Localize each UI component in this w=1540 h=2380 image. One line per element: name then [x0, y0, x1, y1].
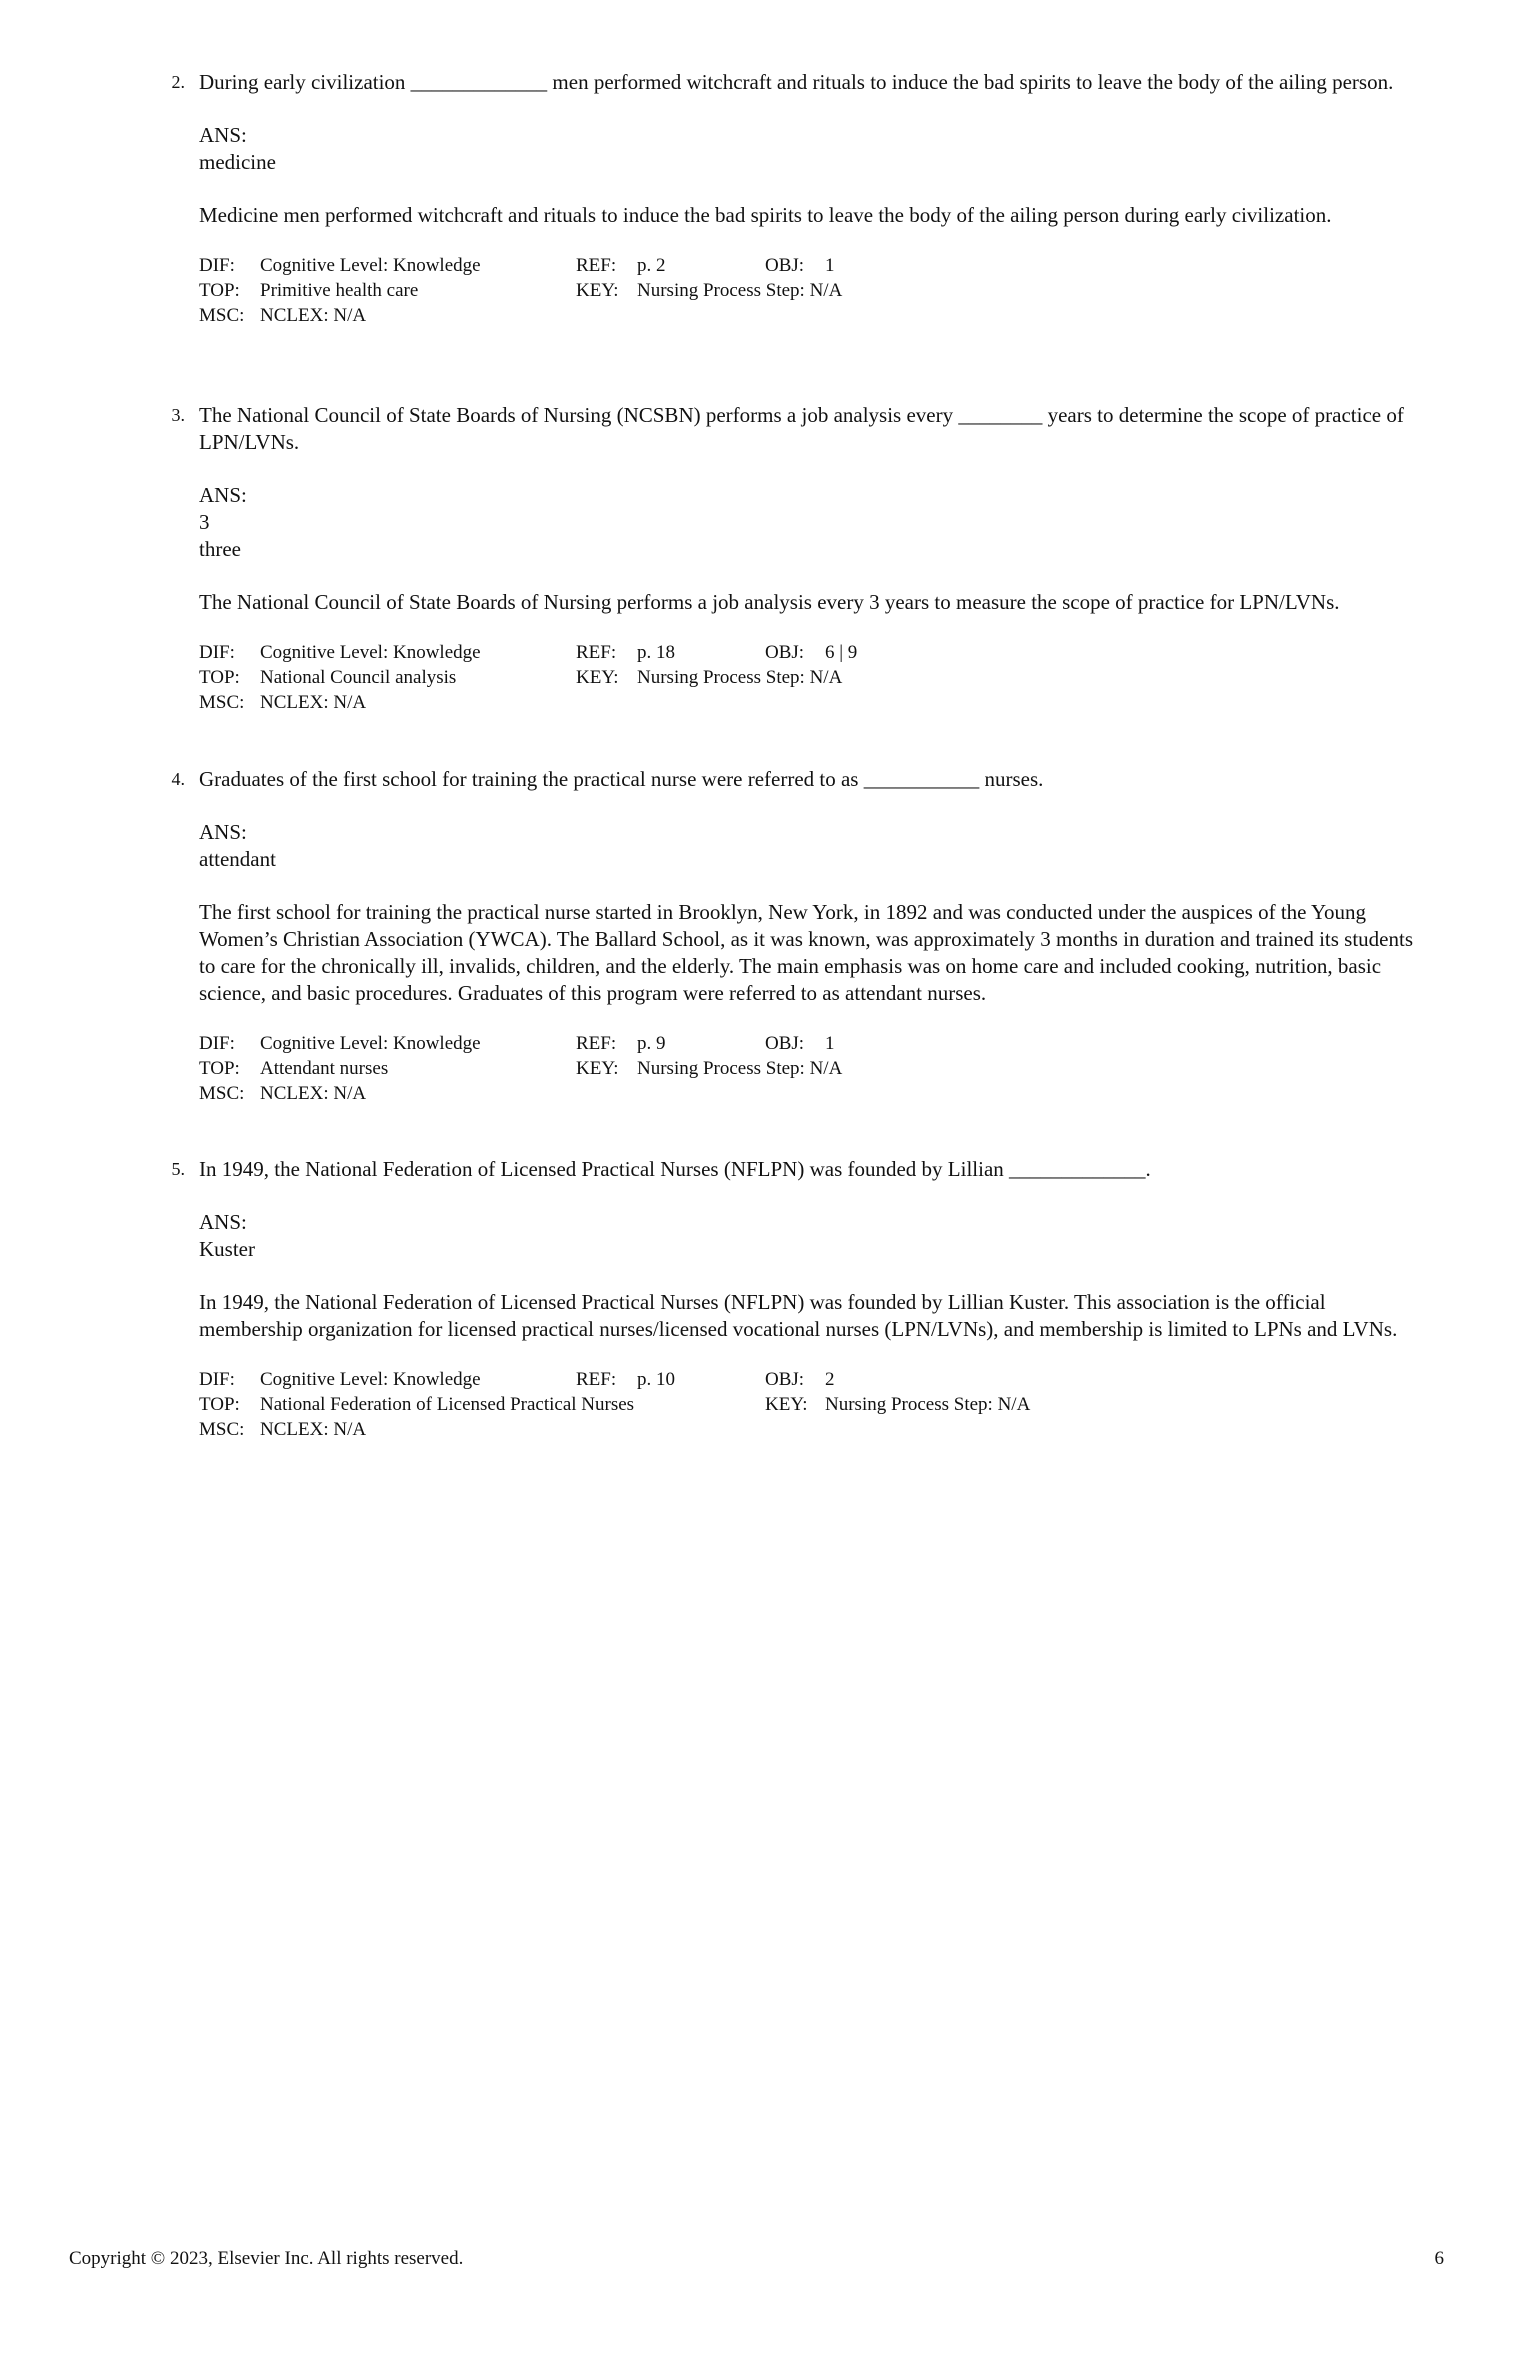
key-label: KEY: [576, 1058, 619, 1079]
top-value: Primitive health care [260, 280, 419, 301]
question-number: 2. [171, 72, 185, 92]
ref-label: REF: [576, 255, 617, 276]
rationale: The National Council of State Boards of Nursing performs a job analysis every 3 years to measure the scope of practice for LPN/LVNs. [199, 590, 1340, 614]
top-label: TOP: [199, 1058, 240, 1079]
obj-label: OBJ: [765, 255, 805, 276]
answer-block [199, 819, 1423, 873]
obj-label: OBJ: [765, 1033, 805, 1054]
answer-value: attendant [199, 847, 276, 871]
key-value: Nursing Process Step: N/A [637, 280, 843, 301]
dif-value: Cognitive Level: Knowledge [260, 1369, 481, 1390]
answer-value: Kuster [199, 1237, 255, 1261]
copyright-notice: Copyright © 2023, Elsevier Inc. All rights reserved. [69, 2248, 464, 2269]
key-value: Nursing Process Step: N/A [637, 667, 843, 688]
dif-label: DIF: [199, 642, 235, 663]
question-number: 3. [171, 405, 185, 425]
dif-value: Cognitive Level: Knowledge [260, 642, 481, 663]
question-5 [163, 1156, 1423, 1442]
top-label: TOP: [199, 1394, 240, 1415]
answer-label: ANS: [199, 820, 247, 844]
obj-value: 1 [825, 255, 835, 276]
question-number: 4. [171, 769, 185, 789]
ref-label: REF: [576, 1369, 617, 1390]
ref-value: p. 10 [637, 1369, 675, 1390]
obj-value: 6 | 9 [825, 642, 858, 663]
key-label: KEY: [576, 667, 619, 688]
ref-value: p. 2 [637, 255, 666, 276]
msc-value: NCLEX: N/A [260, 1083, 367, 1104]
metadata-block [199, 640, 1423, 715]
top-label: TOP: [199, 667, 240, 688]
metadata-block [199, 1031, 1423, 1106]
question-stem: The National Council of State Boards of Nursing (NCSBN) performs a job analysis every ________ years to determine the scope of practice of LPN/LVNs. [199, 403, 1404, 454]
key-label: KEY: [576, 280, 619, 301]
dif-value: Cognitive Level: Knowledge [260, 255, 481, 276]
dif-value: Cognitive Level: Knowledge [260, 1033, 481, 1054]
answer-block [199, 1209, 1423, 1263]
dif-label: DIF: [199, 1033, 235, 1054]
msc-label: MSC: [199, 1419, 245, 1440]
key-value: Nursing Process Step: N/A [825, 1394, 1031, 1415]
msc-value: NCLEX: N/A [260, 692, 367, 713]
msc-label: MSC: [199, 305, 245, 326]
msc-label: MSC: [199, 1083, 245, 1104]
obj-label: OBJ: [765, 1369, 805, 1390]
ref-label: REF: [576, 642, 617, 663]
question-3 [163, 402, 1423, 715]
rationale: In 1949, the National Federation of Licensed Practical Nurses (NFLPN) was founded by Lillian Kuster. This association is the official membership organization for licensed practical nurses/licensed vocational nurses (LPN/LVNs), and membership is limited to LPNs and LVNs. [199, 1290, 1398, 1341]
key-label: KEY: [765, 1394, 808, 1415]
msc-value: NCLEX: N/A [260, 1419, 367, 1440]
ref-value: p. 18 [637, 642, 675, 663]
rationale: Medicine men performed witchcraft and rituals to induce the bad spirits to leave the body of the ailing person during early civilization. [199, 203, 1332, 227]
answer-label: ANS: [199, 123, 247, 147]
top-value: National Federation of Licensed Practical Nurses [260, 1394, 635, 1415]
dif-label: DIF: [199, 255, 235, 276]
metadata-block [199, 1367, 1423, 1442]
msc-value: NCLEX: N/A [260, 305, 367, 326]
answer-value: 3 [199, 510, 210, 534]
question-stem: Graduates of the first school for training the practical nurse were referred to as ___________ nurses. [199, 767, 1044, 791]
obj-value: 2 [825, 1369, 835, 1390]
top-value: National Council analysis [260, 667, 457, 688]
question-number: 5. [171, 1159, 185, 1179]
answer-block [199, 122, 1423, 176]
obj-label: OBJ: [765, 642, 805, 663]
top-value: Attendant nurses [260, 1058, 389, 1079]
question-4 [163, 766, 1423, 1106]
obj-value: 1 [825, 1033, 835, 1054]
question-stem: During early civilization _____________ men performed witchcraft and rituals to induce the bad spirits to leave the body of the ailing person. [199, 70, 1394, 94]
ref-value: p. 9 [637, 1033, 666, 1054]
ref-label: REF: [576, 1033, 617, 1054]
question-stem: In 1949, the National Federation of Licensed Practical Nurses (NFLPN) was founded by Lillian _____________. [199, 1157, 1151, 1181]
answer-label: ANS: [199, 1210, 247, 1234]
dif-label: DIF: [199, 1369, 235, 1390]
metadata-block [199, 253, 1423, 328]
rationale: The first school for training the practical nurse started in Brooklyn, New York, in 1892 and was conducted under the auspices of the Young Women’s Christian Association (YWCA). The Ballard School, as it was known, was approximately 3 months in duration and trained its students to care for the chronically ill, invalids, children, and the elderly. The main emphasis was on home care and included cooking, nutrition, basic science, and basic procedures. Graduates of this program were referred to as attendant nurses. [199, 900, 1414, 1005]
question-2 [163, 69, 1423, 328]
answer-block [199, 482, 1423, 563]
answer-label: ANS: [199, 483, 247, 507]
msc-label: MSC: [199, 692, 245, 713]
answer-value: three [199, 537, 241, 561]
page-number: 6 [1434, 2248, 1444, 2269]
answer-value: medicine [199, 150, 276, 174]
top-label: TOP: [199, 280, 240, 301]
key-value: Nursing Process Step: N/A [637, 1058, 843, 1079]
